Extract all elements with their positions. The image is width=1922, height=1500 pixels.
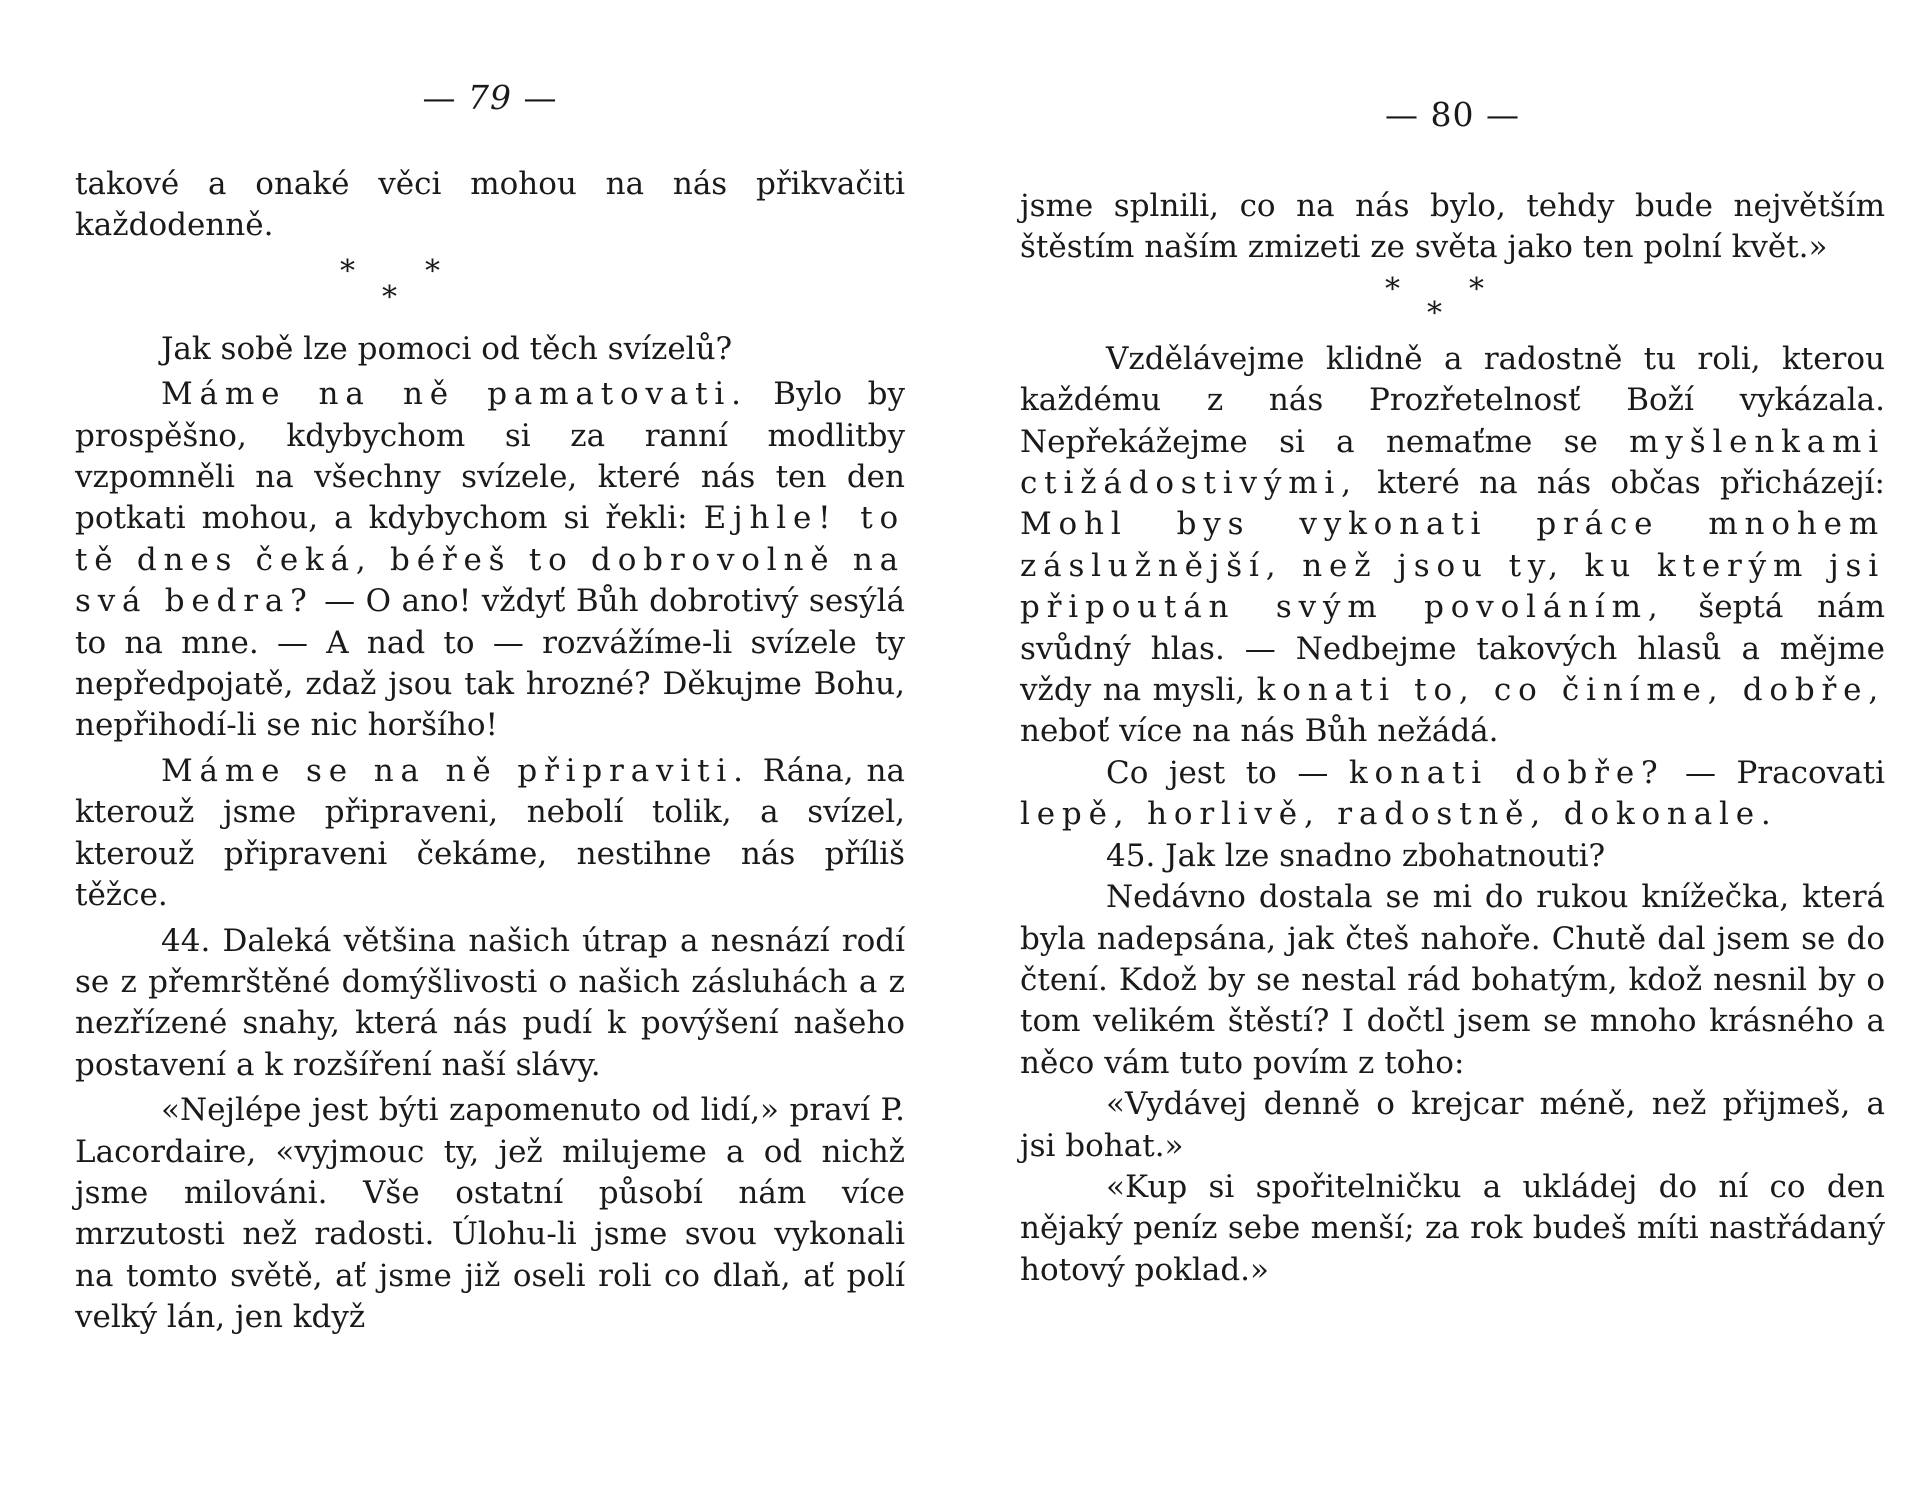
spaced-emphasis: Máme na ně pamatovati.	[161, 376, 748, 413]
folio-number: 80	[1430, 95, 1475, 134]
page-number-79: — 79 —	[422, 78, 558, 117]
spaced-emphasis: konati dobře?	[1348, 754, 1665, 791]
paragraph-pripraviti: Máme se na ně připraviti. Rána, na kterouž jsme připraveni, nebolí tolik, a svízel, kterouž připraveni čekáme, nestihne nás příliš těžce.	[75, 752, 905, 914]
right-page-text	[1020, 186, 1885, 1291]
section-heading-45: 45. Jak lze snadno zbohatnouti?	[1106, 837, 1606, 874]
paragraph-konati-dobre: Co jest to — konati dobře? — Pracovati lepě, horlivě, radostně, dokonale.	[1020, 754, 1886, 833]
section-separator-stars: * * *	[340, 253, 440, 315]
paragraph-pamatovati: Máme na ně pamatovati. Bylo by prospěšno, kdybychom si za ranní modlitby vzpomněli na všechny svízele, které nás ten den potkati mohou, a kdybychom si řekli: Ejhle! to tě dnes čeká, béřeš to dobrovolně na svá bedra? — O ano! vždyť Bůh dobrotivý sesýlá to na mne. — A nad to — rozvážíme-li svízele ty nepředpojatě, zdaž jsou tak hrozné? Děkujme Bohu, nepřihodí-li se nic horšího!	[75, 376, 906, 744]
paragraph-44: 44. Daleká většina našich útrap a nesnází rodí se z přemrštěné domýšlivosti o našich zásluhách a z nezřízené snahy, která nás pudí k povýšení našeho postavení a k rozšíření naší slávy.	[75, 922, 905, 1083]
quote-vydavej: «Vydávej denně o krejcar méně, než přijmeš, a jsi bohat.»	[1020, 1086, 1885, 1164]
left-page-text	[75, 164, 905, 1339]
folio-number: 79	[468, 78, 512, 117]
paragraph-vzdelavejme: Vzdělávejme klidně a radostně tu roli, kterou každému z nás Prozřetelnosť Boží vykázala. Nepřekážejme si a nemaťme se myšlenkami ctižádostivými, které na nás občas přicházejí: Mohl bys vykonati práce mnohem záslužnější, než jsou ty, ku kterým jsi připoután svým povoláním, šeptá nám svůdný hlas. — Nedbejme takových hlasů a mějme vždy na mysli, konati to, co činíme, dobře, neboť více na nás Bůh nežádá.	[1020, 340, 1885, 750]
section-separator-stars: * * *	[1385, 271, 1484, 331]
question-heading: Jak sobě lze pomoci od těch svízelů?	[161, 330, 733, 367]
left-page	[75, 0, 905, 1500]
spaced-emphasis: Mohl bys vykonati práce mnohem záslužnější, než jsou ty, ku kterým jsi připoután svým povoláním,	[1020, 506, 1885, 626]
spaced-emphasis: konati to, co činíme, dobře,	[1256, 672, 1885, 709]
page-number-80: — 80 —	[1385, 95, 1520, 134]
right-page	[1020, 0, 1885, 1500]
spaced-emphasis: Ejhle! to tě dnes čeká, béřeš to dobrovolně na svá bedra?	[75, 500, 905, 620]
paragraph-lacordaire-quote: «Nejlépe jest býti zapomenuto od lidí,» praví P. Lacordaire, «vyjmouc ty, jež milujeme a od nichž jsme milováni. Vše ostatní působí nám více mrzutosti než radosti. Úlohu-li jsme svou vykonali na tomto světě, ať jsme již oseli roli co dlaň, ať polí velký lán, jen když	[75, 1092, 905, 1336]
paragraph-continuation: jsme splnili, co na nás bylo, tehdy bude největším štěstím naším zmizeti ze světa jako ten polní květ.»	[1020, 188, 1885, 266]
spaced-emphasis: lepě, horlivě, radostně, dokonale.	[1020, 796, 1778, 833]
paragraph-knizecka: Nedávno dostala se mi do rukou knížečka, která byla nadepsána, jak čteš nahoře. Chutě dal jsem se do čtení. Kdož by se nestal rád bohatým, kdož nesnil by o tom velikém štěstí? I dočtl jsem se mnoho krásného a něco vám tuto povím z toho:	[1020, 879, 1885, 1081]
spaced-emphasis: myšlenkami ctižádostivými,	[1020, 423, 1885, 502]
quote-sporitelnicka: «Kup si spořitelničku a ukládej do ní co den nějaký peníz sebe menší; za rok budeš míti nastřádaný hotový poklad.»	[1020, 1168, 1885, 1288]
spaced-emphasis: Máme se na ně připraviti.	[161, 752, 750, 789]
paragraph-continuation: takové a onaké věci mohou na nás přikvačiti každodenně.	[75, 166, 905, 244]
